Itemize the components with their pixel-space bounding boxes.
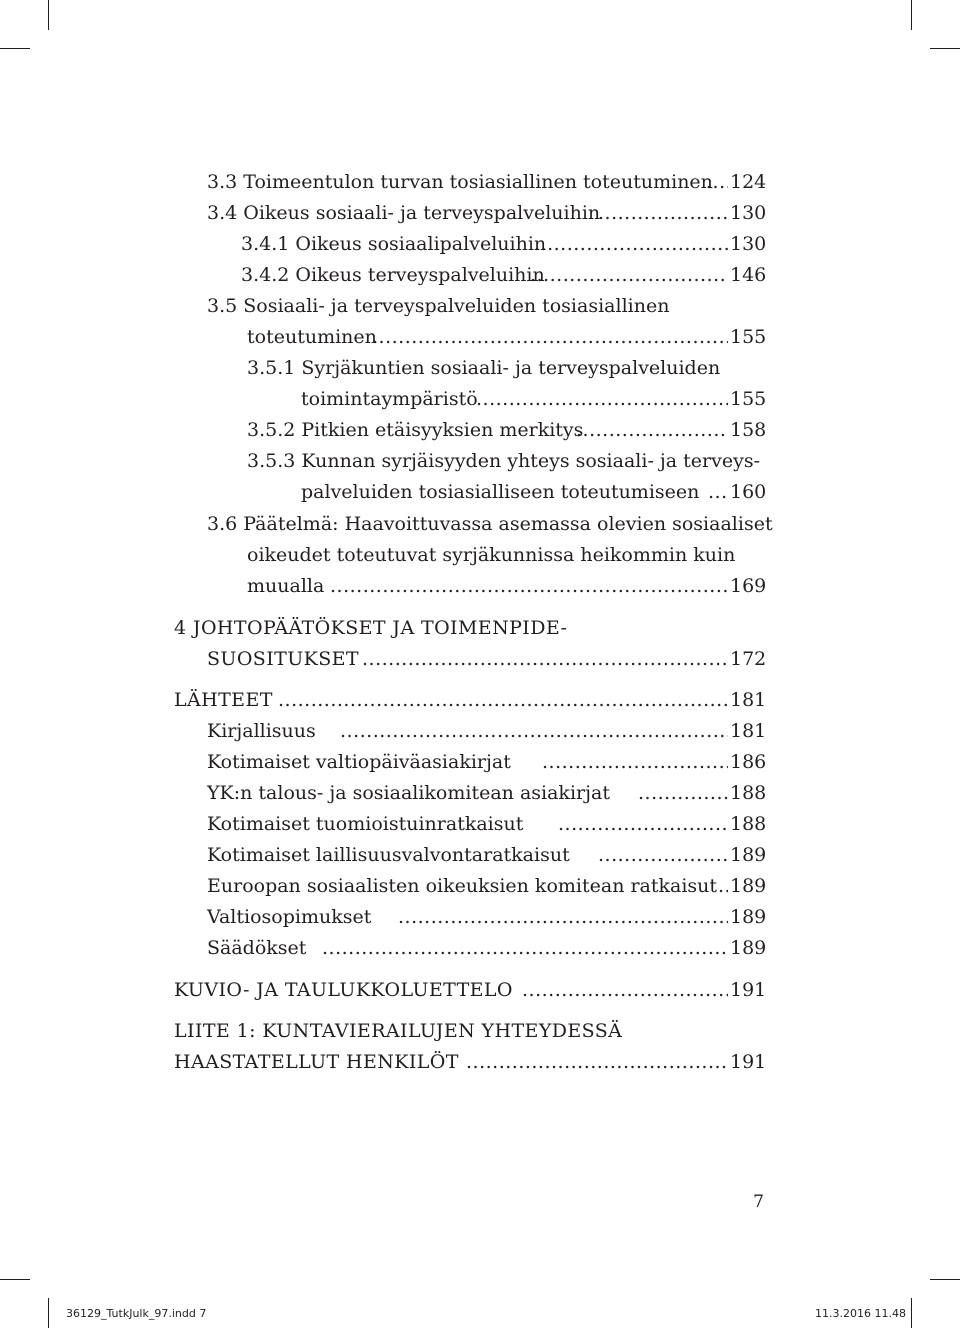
toc-entry-text: HAASTATELLUT HENKILÖT [174, 1051, 459, 1073]
toc-entry-page: 181 [730, 689, 767, 711]
toc-entry-text: palveluiden tosiasialliseen toteutumiseen [301, 481, 700, 503]
toc-entry-page: 189 [730, 937, 767, 959]
toc-entry-page: 189 [730, 906, 767, 928]
toc-leader-dots [638, 778, 728, 809]
toc-entry-3-5 [0, 291, 960, 322]
toc-entry-page: 188 [730, 782, 767, 804]
toc-entry-3-6-cont-1 [0, 540, 960, 571]
toc-entry-text: 3.4.1 Oikeus sosiaalipalveluihin [241, 233, 547, 255]
toc-entry-lahteet [0, 685, 960, 716]
toc-leader-dots [340, 716, 728, 747]
toc-entry-page: 158 [730, 419, 767, 441]
toc-leader-dots [708, 477, 728, 508]
toc-entry-tuomioistuinratkaisut [0, 809, 960, 840]
toc-entry-liite-1-cont [0, 1047, 960, 1078]
toc-leader-dots [530, 260, 728, 291]
toc-entry-valtiosopimukset [0, 902, 960, 933]
toc-entry-text: 3.5.2 Pitkien etäisyyksien merkitys [247, 419, 584, 441]
toc-entry-3-4 [0, 198, 960, 229]
toc-leader-dots [278, 685, 728, 716]
toc-entry-page: 172 [730, 648, 767, 670]
toc-leader-dots [576, 415, 728, 446]
toc-leader-dots [372, 322, 728, 353]
toc-entry-4 [0, 613, 960, 644]
toc-entry-saadokset [0, 933, 960, 964]
toc-entry-page: 155 [730, 388, 767, 410]
page-number: 7 [753, 1192, 764, 1212]
toc-entry-text: LIITE 1: KUNTAVIERAILUJEN YHTEYDESSÄ [174, 1020, 623, 1042]
toc-entry-4-cont [0, 644, 960, 675]
toc-entry-text: Säädökset [207, 937, 307, 959]
toc-entry-page: 130 [730, 202, 767, 224]
toc-entry-page: 124 [730, 171, 767, 193]
toc-entry-laillisuusvalvontaratkaisut [0, 840, 960, 871]
toc-leader-dots [534, 229, 728, 260]
toc-entry-text: 3.4 Oikeus sosiaali- ja terveyspalveluihin [207, 202, 601, 224]
footer-timestamp: 11.3.2016 11.48 [815, 1307, 906, 1320]
toc-entry-text: Kirjallisuus [207, 720, 316, 742]
toc-entry-page: 155 [730, 326, 767, 348]
toc-entry-page: 188 [730, 813, 767, 835]
toc-leader-dots [476, 384, 728, 415]
toc-entry-text: 3.4.2 Oikeus terveyspalveluihin [241, 264, 545, 286]
toc-leader-dots [598, 198, 728, 229]
toc-entry-3-5-1-cont [0, 384, 960, 415]
toc-entry-3-6-cont-2 [0, 571, 960, 602]
toc-entry-kuvioluettelo [0, 975, 960, 1006]
toc-entry-3-5-1 [0, 353, 960, 384]
toc-entry-text: Kotimaiset valtiopäiväasiakirjat [207, 751, 511, 773]
toc-entry-text: toteutuminen [247, 326, 377, 348]
toc-entry-page: 189 [730, 844, 767, 866]
toc-entry-page: 181 [730, 720, 767, 742]
toc-entry-text: Valtiosopimukset [207, 906, 372, 928]
toc-leader-dots [706, 167, 728, 198]
toc-entry-3-5-cont [0, 322, 960, 353]
toc-leader-dots [322, 933, 728, 964]
toc-leader-dots [598, 840, 728, 871]
toc-entry-text: 3.5 Sosiaali- ja terveyspalveluiden tosiasiallinen [207, 295, 670, 317]
toc-entry-text: KUVIO- JA TAULUKKOLUETTELO [174, 979, 513, 1001]
toc-entry-text: LÄHTEET [174, 689, 273, 711]
toc-leader-dots [542, 747, 728, 778]
toc-leader-dots [362, 644, 728, 675]
toc-entry-3-5-3 [0, 446, 960, 477]
toc-entry-3-4-1 [0, 229, 960, 260]
toc-entry-text: toimintaympäristö [301, 388, 478, 410]
toc-entry-text: 3.3 Toimeentulon turvan tosiasiallinen toteutuminen [207, 171, 713, 193]
toc-entry-page: 191 [730, 979, 767, 1001]
toc-entry-page: 189 [730, 875, 767, 897]
toc-leader-dots [466, 1047, 728, 1078]
toc-entry-text: SUOSITUKSET [207, 648, 359, 670]
toc-leader-dots [718, 871, 728, 902]
toc-entry-text: oikeudet toteutuvat syrjäkunnissa heikommin kuin [247, 544, 736, 566]
toc-entry-3-5-2 [0, 415, 960, 446]
toc-entry-liite-1 [0, 1016, 960, 1047]
toc-entry-kirjallisuus [0, 716, 960, 747]
toc-entry-page: 191 [730, 1051, 767, 1073]
toc-entry-3-5-3-cont [0, 477, 960, 508]
toc-leader-dots [522, 975, 728, 1006]
toc-entry-page: 160 [730, 481, 767, 503]
toc-entry-text: Kotimaiset laillisuusvalvontaratkaisut [207, 844, 570, 866]
footer-filename: 36129_TutkJulk_97.indd 7 [66, 1307, 207, 1320]
toc-entry-yk-asiakirjat [0, 778, 960, 809]
toc-entry-page: 130 [730, 233, 767, 255]
toc-entry-text: muualla [247, 575, 325, 597]
toc-leader-dots [558, 809, 728, 840]
toc-leader-dots [398, 902, 728, 933]
toc-entry-text: YK:n talous- ja sosiaalikomitean asiakirjat [207, 782, 610, 804]
toc-entry-text: 4 JOHTOPÄÄTÖKSET JA TOIMENPIDE- [174, 617, 568, 639]
toc-entry-text: 3.5.1 Syrjäkuntien sosiaali- ja terveyspalveluiden [247, 357, 721, 379]
toc-entry-page: 146 [730, 264, 767, 286]
toc-entry-text: 3.5.3 Kunnan syrjäisyyden yhteys sosiaali- ja terveys- [247, 450, 760, 472]
toc-leader-dots [330, 571, 728, 602]
toc-entry-3-4-2 [0, 260, 960, 291]
toc-entry-3-6 [0, 509, 960, 540]
toc-entry-page: 186 [730, 751, 767, 773]
toc-entry-valtiopaivaasiakirjat [0, 747, 960, 778]
toc-entry-text: Kotimaiset tuomioistuinratkaisut [207, 813, 524, 835]
toc-entry-text: Euroopan sosiaalisten oikeuksien komitean ratkaisut [207, 875, 718, 897]
toc-entry-page: 169 [730, 575, 767, 597]
toc-entry-3-3 [0, 167, 960, 198]
toc-entry-komitean-ratkaisut [0, 871, 960, 902]
toc-entry-text: 3.6 Päätelmä: Haavoittuvassa asemassa olevien sosiaaliset [207, 513, 773, 535]
